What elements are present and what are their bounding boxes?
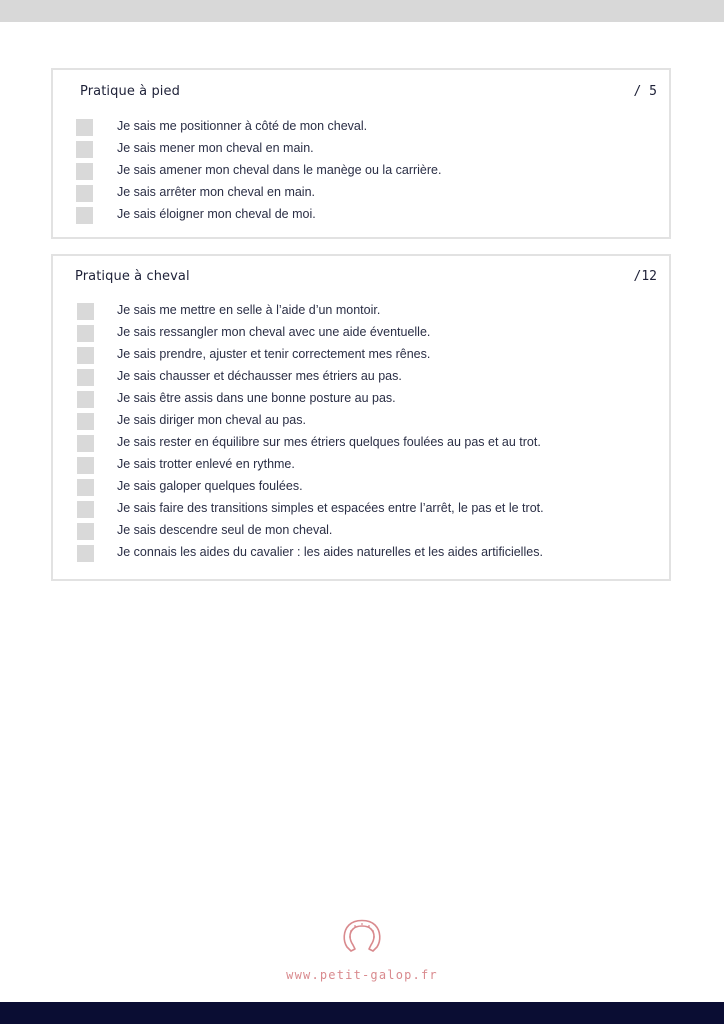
website-url[interactable]: www.petit-galop.fr [286, 968, 438, 982]
item-label: Je sais galoper quelques foulées. [117, 479, 303, 493]
top-bar [0, 0, 724, 22]
checkbox[interactable] [77, 545, 94, 562]
item-label: Je sais amener mon cheval dans le manège ou la carrière. [117, 163, 442, 177]
item-label: Je connais les aides du cavalier : les aides naturelles et les aides artificielles. [117, 545, 543, 559]
item-label: Je sais faire des transitions simples et espacées entre l’arrêt, le pas et le trot. [117, 501, 544, 515]
section-title: Pratique à cheval [75, 269, 190, 284]
checkbox[interactable] [77, 347, 94, 364]
item-label: Je sais descendre seul de mon cheval. [117, 523, 333, 537]
item-label: Je sais trotter enlevé en rythme. [117, 457, 295, 471]
checkbox[interactable] [77, 457, 94, 474]
item-label: Je sais arrêter mon cheval en main. [117, 185, 316, 199]
checkbox[interactable] [77, 479, 94, 496]
item-label: Je sais ressangler mon cheval avec une aide éventuelle. [117, 325, 431, 339]
checkbox[interactable] [76, 163, 93, 180]
horseshoe-icon [341, 917, 383, 957]
footer-bar [0, 1002, 724, 1024]
item-label: Je sais me mettre en selle à l’aide d’un montoir. [117, 303, 381, 317]
checkbox[interactable] [77, 369, 94, 386]
section-score: / 5 [633, 84, 657, 99]
checkbox[interactable] [76, 141, 93, 158]
item-label: Je sais me positionner à côté de mon cheval. [117, 119, 368, 133]
section-pratique-a-cheval [51, 254, 671, 581]
checkbox[interactable] [77, 501, 94, 518]
section-score: /12 [633, 269, 657, 284]
section-pratique-a-pied [51, 68, 671, 239]
checkbox[interactable] [77, 325, 94, 342]
checkbox[interactable] [76, 119, 93, 136]
item-label: Je sais être assis dans une bonne posture au pas. [117, 391, 396, 405]
checkbox[interactable] [76, 207, 93, 224]
item-label: Je sais diriger mon cheval au pas. [117, 413, 306, 427]
checkbox[interactable] [77, 303, 94, 320]
item-label: Je sais éloigner mon cheval de moi. [117, 207, 316, 221]
checkbox[interactable] [77, 391, 94, 408]
section-title: Pratique à pied [80, 84, 180, 99]
checkbox[interactable] [77, 413, 94, 430]
item-label: Je sais prendre, ajuster et tenir correctement mes rênes. [117, 347, 431, 361]
item-label: Je sais rester en équilibre sur mes étriers quelques foulées au pas et au trot. [117, 435, 541, 449]
checkbox[interactable] [77, 435, 94, 452]
checkbox[interactable] [77, 523, 94, 540]
checkbox[interactable] [76, 185, 93, 202]
item-label: Je sais mener mon cheval en main. [117, 141, 314, 155]
item-label: Je sais chausser et déchausser mes étriers au pas. [117, 369, 402, 383]
